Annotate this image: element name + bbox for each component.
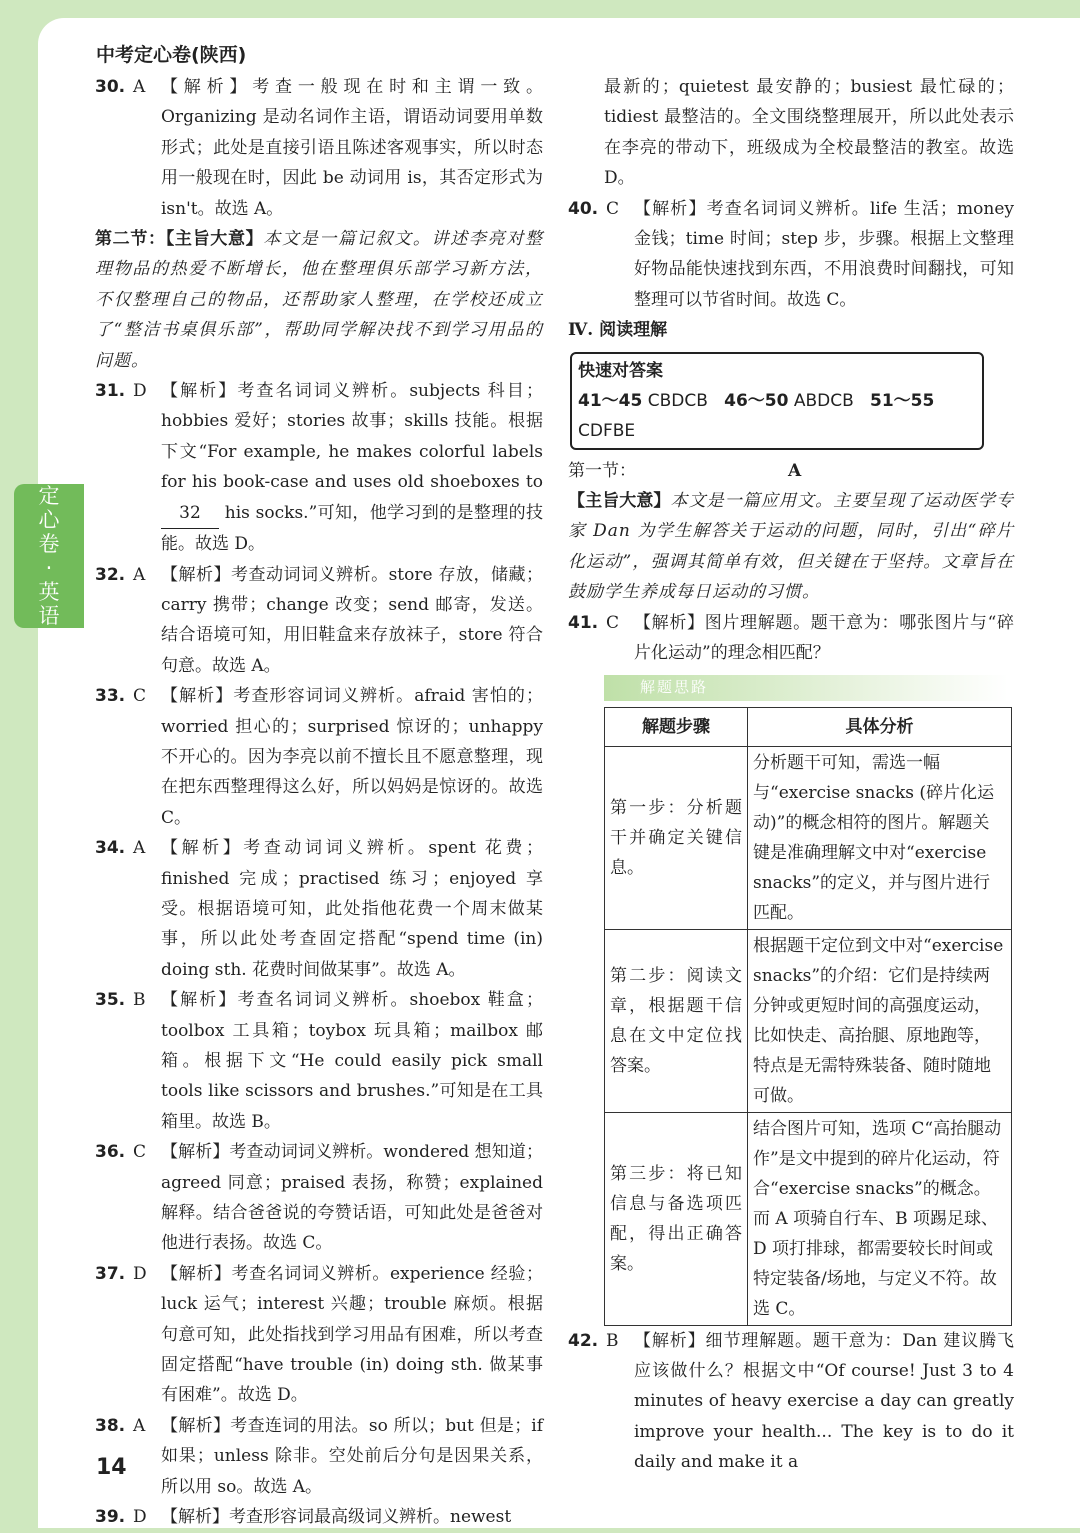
question-number: 30.	[95, 77, 126, 97]
answer-group: CDFBE	[578, 420, 636, 441]
table-header-row	[605, 707, 1012, 746]
question-number: 35.	[95, 990, 126, 1011]
explanation-part: 【解析】考查名词词义辨析。subjects 科目；hobbies 爱好；stories 故事；skills 技能。根据下文“For example, he makes colorful labels for his book-case and uses old shoeboxes to	[161, 381, 543, 493]
question-explanation	[161, 376, 543, 559]
section-2-main-idea	[95, 224, 543, 376]
side-tab-char: 心	[38, 508, 60, 532]
question-30	[95, 72, 543, 224]
answer-group: ABDCB	[793, 390, 854, 411]
question-33	[95, 681, 543, 833]
main-idea-label: 【主旨大意】	[568, 491, 671, 512]
analysis-cell: 结合图片可知，选项 C“高抬腿动作”是文中提到的碎片化运动，符合“exercise snacks”的概念。而 A 项骑自行车、B 项踢足球、D 项打排球，都需要较长时间或特定装备/场地，与定义不符。故选 C。	[748, 1112, 1012, 1325]
question-34	[95, 833, 543, 985]
main-idea-text: 本文是一篇应用文。主要呈现了运动医学专家 Dan 为学生解答关于运动的问题，同时，引出“碎片化运动”，强调其简单有效，但关键在于坚持。文章旨在鼓励学生养成每日运动的习惯。	[568, 491, 1014, 603]
question-explanation: 【解析】图片理解题。题干意为：哪张图片与“碎片化运动”的理念相匹配？	[634, 612, 1014, 664]
answer-range: 41～45	[578, 390, 643, 411]
explanation-part: his socks.”可知，他学习到的是整理的技能。故选 D。	[161, 502, 543, 555]
question-number: 42.	[568, 1330, 599, 1351]
question-answer: C	[133, 686, 147, 707]
section-label: 第二节：【主旨大意】	[95, 229, 264, 250]
step-cell: 第三步：将已知信息与备选项匹配，得出正确答案。	[605, 1112, 748, 1325]
question-39-continued: 最新的；quietest 最安静的；busiest 最忙碌的；tidiest 最整洁的。全文围绕整理展开，所以此处表示在李亮的带动下，班级成为全校最整洁的教室。故选 D。	[604, 77, 1014, 189]
question-number: 37.	[95, 1263, 126, 1284]
section-heading: Ⅳ. 阅读理解	[568, 320, 668, 341]
part-1-heading	[568, 456, 1014, 486]
answer-range: 46～50	[724, 390, 789, 411]
solution-steps-table	[604, 707, 1012, 1326]
question-answer: B	[133, 990, 146, 1011]
part-label: 第一节：	[568, 460, 636, 481]
table-header: 具体分析	[748, 707, 1012, 746]
side-tab	[14, 484, 84, 628]
question-explanation: 【解析】考查名词词义辨析。life 生活；money 金钱；time 时间；step 步，步骤。根据上文整理好物品能快速找到东西，不用浪费时间翻找，可知整理可以节省时间。故选 C。	[634, 198, 1014, 310]
analysis-cell: 分析题干可知，需选一幅与“exercise snacks (碎片化运动)”的概念相符的图片。解题关键是准确理解文中对“exercise snacks”的定义，并与图片进行匹配。	[748, 746, 1012, 929]
question-37	[95, 1259, 543, 1411]
page-number: 14	[96, 1455, 127, 1480]
right-column	[568, 72, 1014, 1478]
quick-answer-title: 快速对答案	[578, 360, 663, 381]
question-number: 31.	[95, 381, 126, 402]
question-explanation: 【解析】考查形容词最高级词义辨析。newest	[161, 1507, 512, 1528]
analysis-cell: 根据题干定位到文中对“exercise snacks”的介绍：它们是持续两分钟或更短时间的高强度运动，比如快走、高抬腿、原地跑等，特点是无需特殊装备、随时随地可做。	[748, 929, 1012, 1112]
answer-range: 51～55	[869, 390, 935, 411]
question-answer: A	[133, 838, 146, 859]
question-40	[568, 194, 1014, 316]
step-cell: 第二步：阅读文章，根据题干信息在文中定位找答案。	[605, 929, 748, 1112]
table-header: 解题步骤	[605, 707, 748, 746]
solution-tip-banner	[604, 675, 1008, 701]
question-answer: C	[133, 1142, 147, 1163]
table-row	[605, 929, 1012, 1112]
question-35	[95, 985, 543, 1137]
question-answer: A	[133, 77, 146, 97]
table-row	[605, 746, 1012, 929]
question-31	[95, 376, 543, 559]
question-explanation: 【解析】考查名词词义辨析。shoebox 鞋盒；toolbox 工具箱；toybox 玩具箱；mailbox 邮箱。根据下文“He could easily pick small tools like scissors and brushes.”可知是在工具箱里。故选 B。	[161, 990, 543, 1132]
passage-main-idea	[568, 486, 1014, 608]
table-row	[605, 1112, 1012, 1325]
quick-answer-box	[570, 352, 984, 450]
side-tab-char: 卷	[38, 532, 60, 556]
question-explanation: 【解析】考查一般现在时和主谓一致。Organizing 是动名词作主语，谓语动词要用单数形式；此处是直接引语且陈述客观事实，所以时态用一般现在时，因此 be 动词用 is，其否定形式为 isn't。故选 A。	[161, 77, 543, 219]
quick-answer-line	[578, 386, 976, 446]
passage-title: A	[788, 460, 802, 481]
question-explanation: 【解析】考查动词词义辨析。wondered 想知道；agreed 同意；praised 表扬，称赞；explained 解释。结合爸爸说的夸赞话语，可知此处是爸爸对他进行表扬。故选 C。	[161, 1142, 543, 1254]
question-answer: A	[133, 564, 146, 585]
question-number: 41.	[568, 612, 599, 633]
question-explanation: 【解析】考查名词词义辨析。experience 经验；luck 运气；interest 兴趣；trouble 麻烦。根据句意可知，此处指找到学习用品有困难，所以考查固定搭配“have trouble (in) doing sth. 做某事有困难”。故选 D。	[161, 1263, 543, 1406]
question-explanation: 【解析】考查动词词义辨析。store 存放，储藏；carry 携带；change 改变；send 邮寄，发送。结合语境可知，用旧鞋盒来存放袜子，store 符合句意。故选 A。	[161, 564, 543, 676]
question-answer: C	[606, 198, 620, 219]
question-38	[95, 1411, 543, 1502]
side-tab-char: ·	[45, 556, 53, 580]
question-36	[95, 1137, 543, 1259]
question-number: 39.	[95, 1507, 126, 1528]
book-header: 中考定心卷(陕西)	[96, 44, 247, 66]
side-tab-char: 定	[38, 484, 60, 508]
question-answer: A	[133, 1415, 146, 1436]
question-answer: B	[606, 1330, 619, 1351]
solution-tip-label: 解题思路	[640, 678, 709, 697]
blank-number: 32	[161, 498, 219, 529]
main-idea-text: 本文是一篇记叙文。讲述李亮对整理物品的热爱不断增长，他在整理俱乐部学习新方法，不仅整理自己的物品，还帮助家人整理，在学校还成立了“整洁书桌俱乐部”，帮助同学解决找不到学习用品的问题。	[95, 229, 543, 371]
question-number: 33.	[95, 686, 126, 707]
question-answer: C	[606, 612, 620, 633]
side-tab-char: 语	[38, 604, 60, 628]
left-column	[95, 72, 543, 1533]
question-answer: D	[133, 1507, 147, 1528]
question-41	[568, 608, 1014, 669]
question-42	[568, 1326, 1014, 1478]
question-explanation: 【解析】考查连词的用法。so 所以；but 但是；if 如果；unless 除非。空处前后分句是因果关系，所以用 so。故选 A。	[161, 1415, 543, 1497]
question-explanation: 【解析】细节理解题。题干意为：Dan 建议腾飞应该做什么？根据文中“Of course! Just 3 to 4 minutes of heavy exercise a day can greatly improve your health... The key is to do it daily and make it a	[634, 1330, 1014, 1473]
question-explanation: 【解析】考查形容词词义辨析。afraid 害怕的；worried 担心的；surprised 惊讶的；unhappy 不开心的。因为李亮以前不擅长且不愿意整理，现在把东西整理得这么好，所以妈妈是惊讶的。故选 C。	[161, 686, 543, 828]
question-number: 40.	[568, 198, 599, 219]
question-number: 36.	[95, 1142, 126, 1163]
question-32	[95, 560, 543, 682]
question-answer: D	[133, 1263, 147, 1284]
question-explanation: 【解析】考查动词词义辨析。spent 花费；finished 完成；practised 练习；enjoyed 享受。根据语境可知，此处指他花费一个周末做某事，所以此处考查固定搭配“spend time (in) doing sth. 花费时间做某事”。故选 A。	[161, 838, 543, 980]
answer-group: CBDCB	[647, 390, 708, 411]
question-number: 32.	[95, 564, 126, 585]
side-tab-char: 英	[38, 580, 60, 604]
question-number: 38.	[95, 1415, 126, 1436]
question-number: 34.	[95, 838, 126, 859]
question-answer: D	[133, 381, 147, 402]
step-cell: 第一步：分析题干并确定关键信息。	[605, 746, 748, 929]
